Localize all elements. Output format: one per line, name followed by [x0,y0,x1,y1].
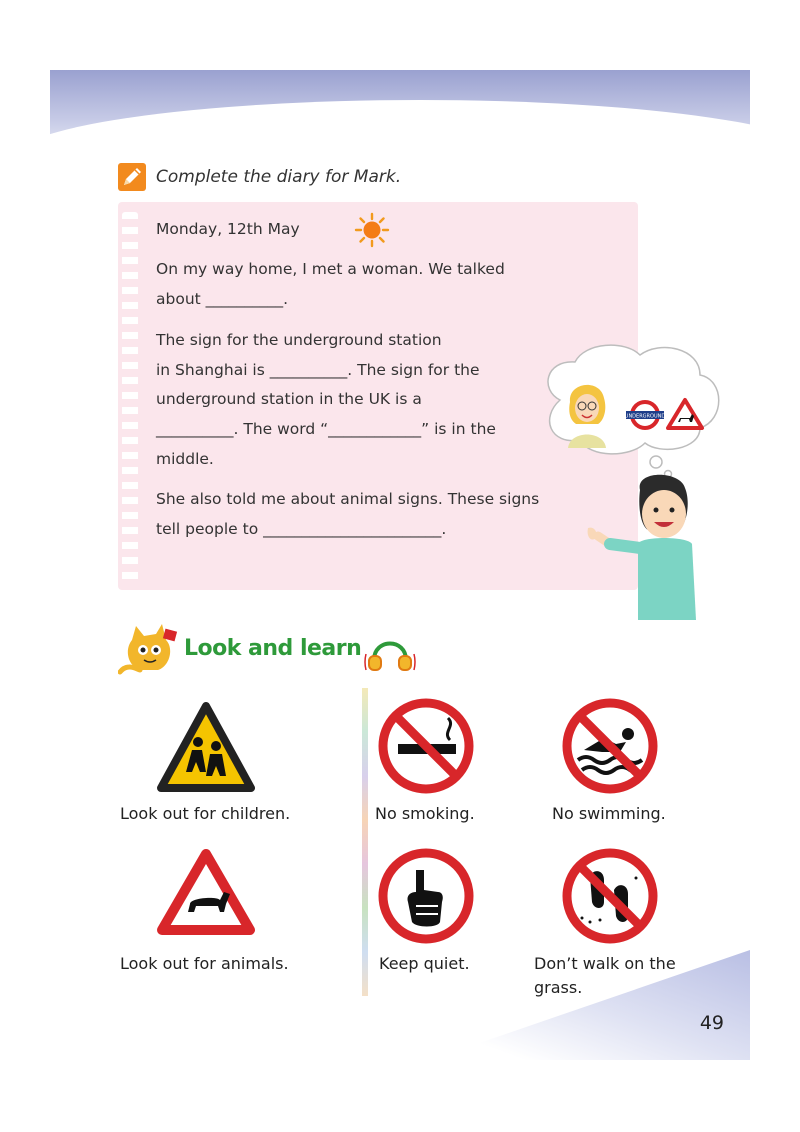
sign-caption: No swimming. [552,804,666,823]
underground-label: UNDERGROUND [624,413,666,420]
diary-line: tell people to _______________________. [156,520,447,538]
sign-caption: Look out for animals. [120,954,289,973]
headphones-icon [364,630,416,674]
pencil-icon [118,163,146,191]
diary-line: middle. [156,450,214,468]
animal-warning-icon [156,846,256,946]
instruction [118,160,401,194]
diary-line: On my way home, I met a woman. We talked [156,260,505,278]
textbook-page [50,70,750,1060]
cat-mascot-icon [118,622,184,678]
look-and-learn-header [118,622,438,678]
page-number: 49 [699,1012,724,1034]
diary-line: in Shanghai is __________. The sign for the [156,361,480,379]
keep-quiet-icon [376,846,476,946]
diary-date: Monday, 12th May [156,220,300,238]
thought-bubble [530,340,730,480]
notebook-holes [122,212,138,582]
instruction-text: Complete the diary for Mark. [156,167,402,187]
sign-caption: grass. [534,978,583,997]
section-title: Look and learn [184,636,362,661]
sign-caption: No smoking. [375,804,475,823]
boy-character [580,470,720,620]
diary-line: underground station in the UK is a [156,390,422,408]
no-smoking-icon [376,696,476,796]
diary-line: The sign for the underground station [156,331,442,349]
no-walking-on-grass-icon [560,846,660,946]
no-swimming-icon [560,696,660,796]
diary-line: She also told me about animal signs. These signs [156,490,540,508]
diary-line: __________. The word “____________” is in the [156,420,496,438]
sign-caption: Look out for children. [120,804,291,823]
column-divider [362,688,368,996]
sun-icon [354,212,390,248]
woman-icon [568,385,606,448]
diary-line: about __________. [156,290,289,308]
sign-caption: Don’t walk on the [534,954,676,973]
children-warning-icon [156,700,256,800]
sign-caption: Keep quiet. [379,954,470,973]
